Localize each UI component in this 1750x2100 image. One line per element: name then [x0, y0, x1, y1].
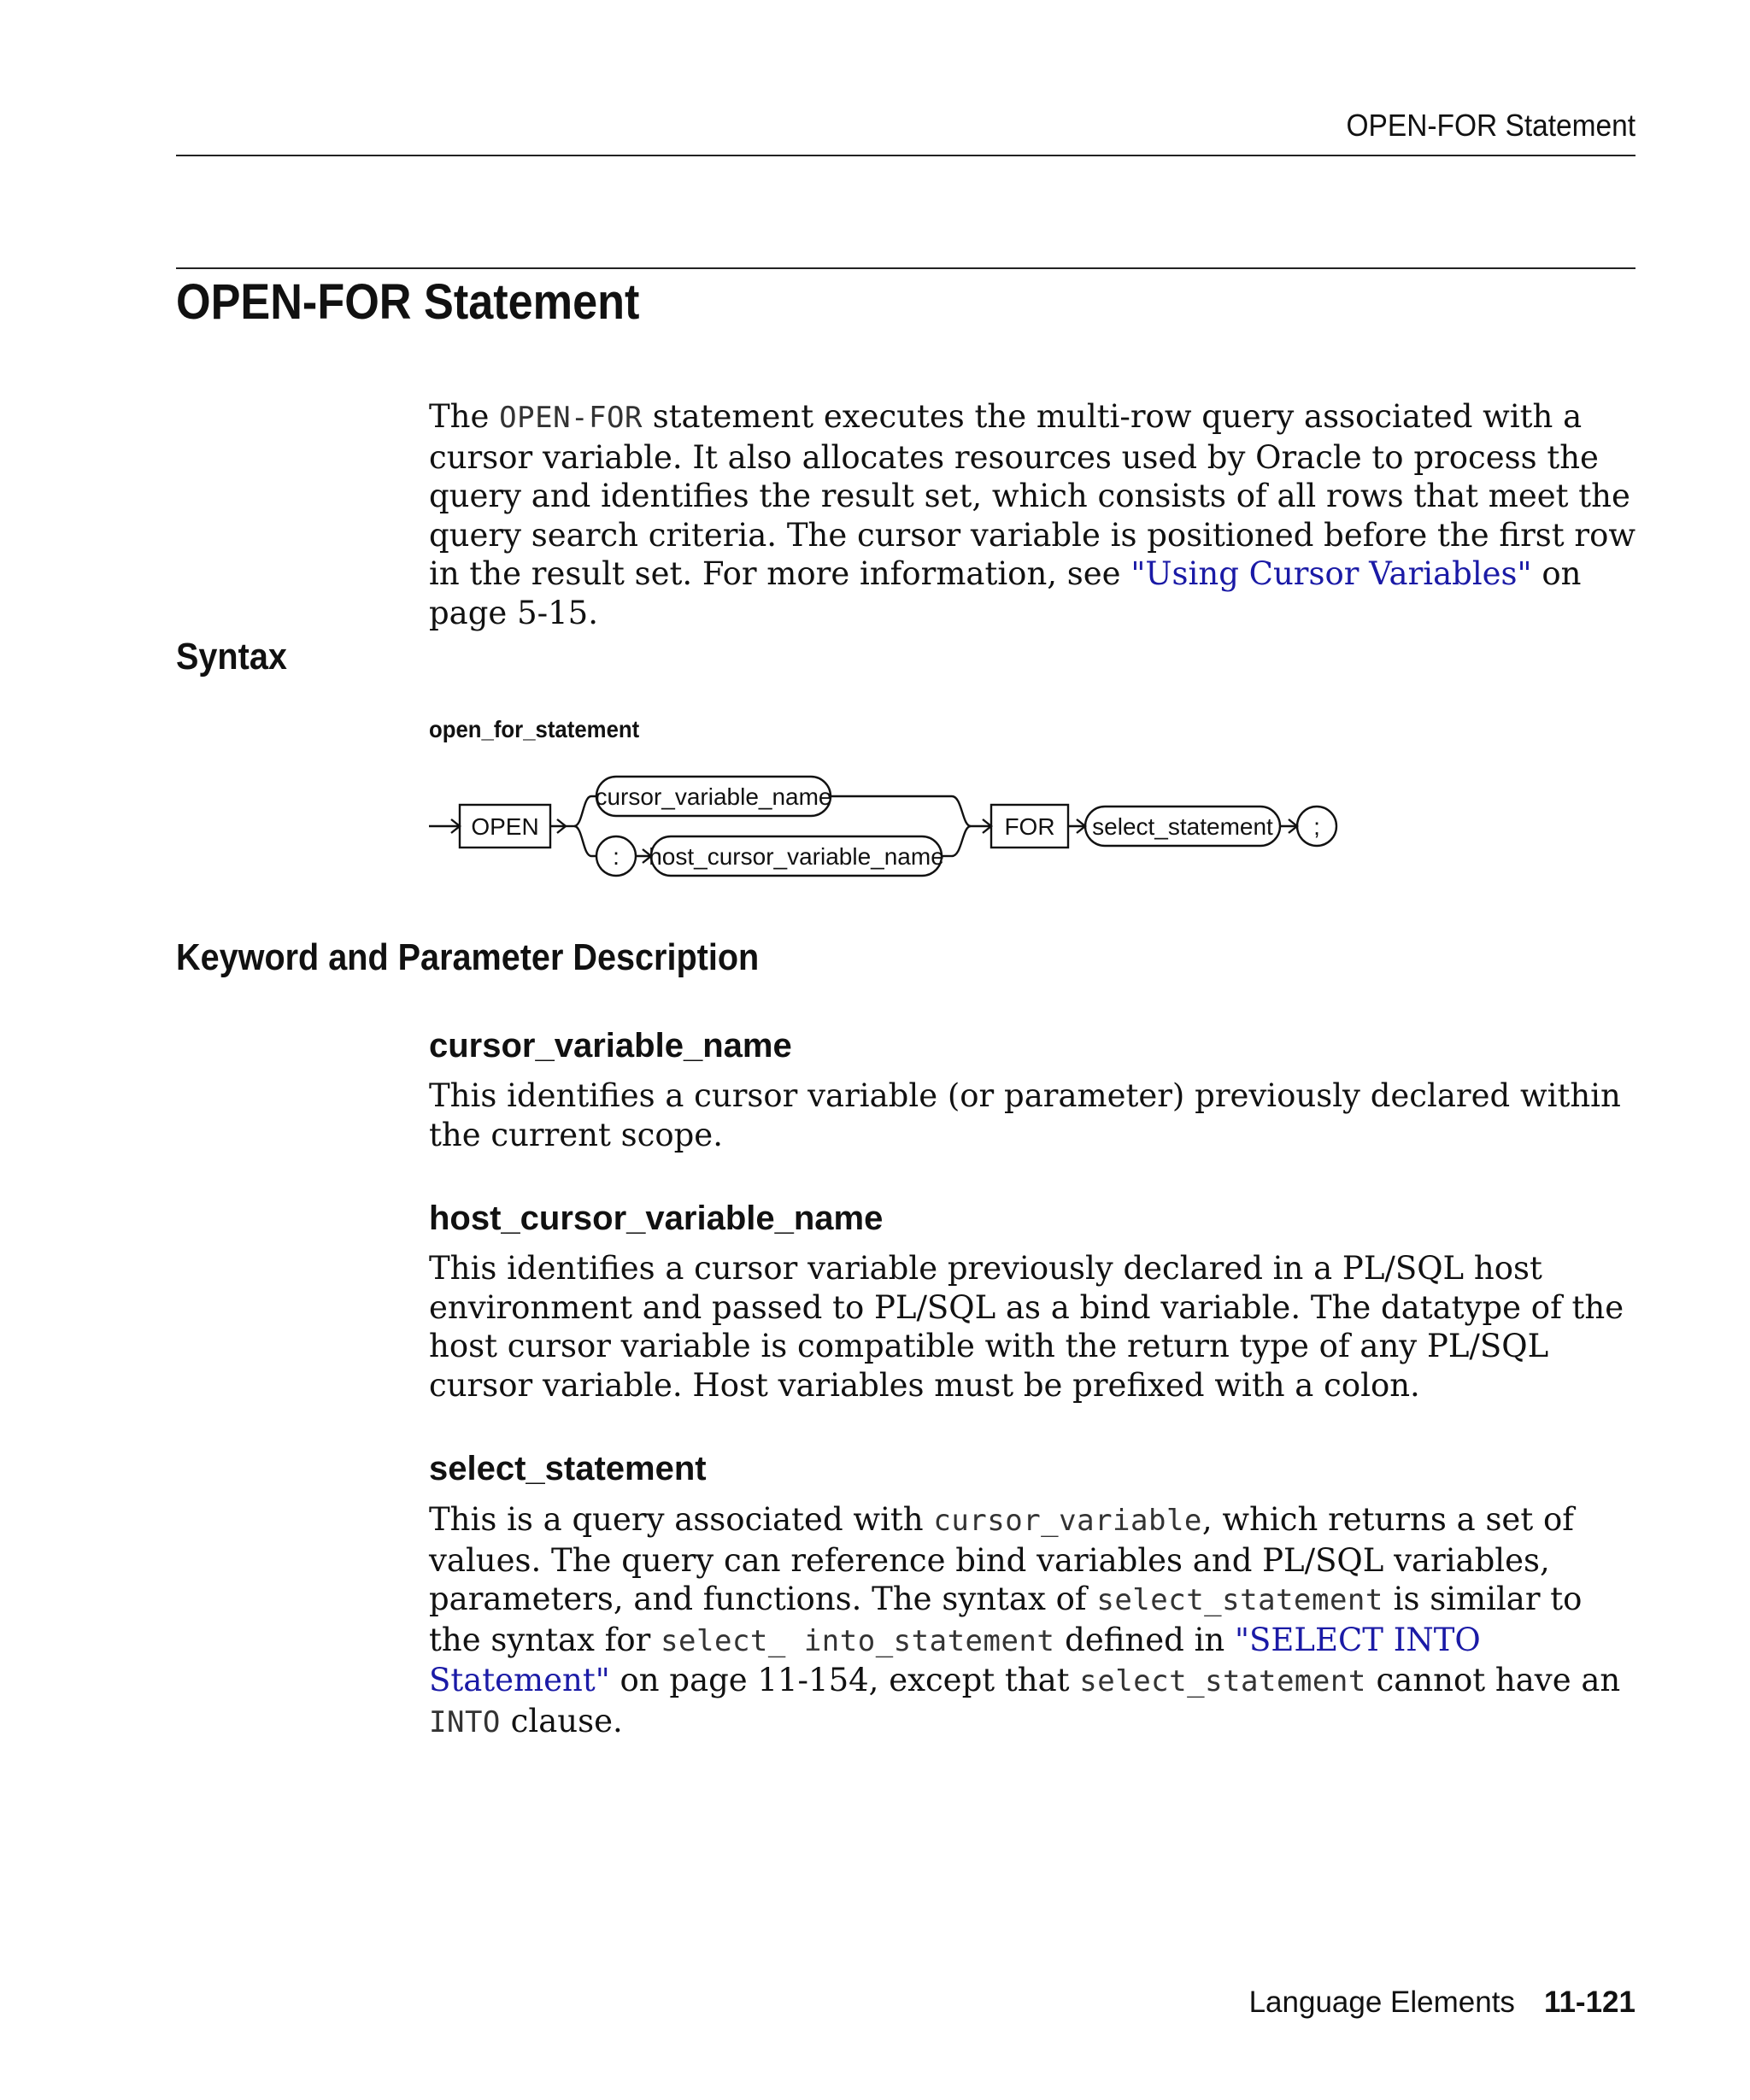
intro-text: The — [429, 398, 500, 435]
diagram-label: open_for_statement — [429, 716, 640, 742]
desc-text: This is a query associated with — [429, 1501, 934, 1538]
diagram-line — [952, 826, 971, 856]
footer-section: Language Elements — [1248, 1986, 1515, 2019]
keyword-description-heading: Keyword and Parameter Description — [176, 936, 760, 978]
desc-text: , which returns a set of values. The query can reference bind variables and PL/SQL variables, parameters, and functions. The syntax of — [429, 1501, 1574, 1617]
cursor-variable-name-desc — [429, 1076, 1642, 1154]
param-select-statement: select_statement — [429, 1450, 707, 1487]
running-header: OPEN-FOR Statement — [1346, 108, 1635, 143]
host-cursor-variable-name-desc — [429, 1249, 1642, 1405]
intro-text: on page 5-15. — [429, 555, 1582, 631]
diagram-line — [574, 826, 596, 856]
using-cursor-variables-link[interactable]: "Using Cursor Variables" — [1130, 555, 1532, 592]
for-keyword: FOR — [1004, 813, 1055, 840]
host-cursor-variable-name-text: This identifies a cursor variable previously declared in a PL/SQL host environment and passed to PL/SQL as a bind variable. The datatype of the host cursor variable is compatible with the return type of any PL/SQL cursor variable. Host variables must be prefixed with a colon. — [429, 1250, 1624, 1404]
page-footer — [1249, 1986, 1635, 2020]
intro-code-open-for: OPEN-FOR — [499, 401, 643, 435]
select-statement-desc — [429, 1500, 1642, 1742]
colon-node: : — [613, 843, 620, 870]
semicolon-node: ; — [1313, 813, 1320, 840]
header-rule — [176, 155, 1635, 156]
param-host-cursor-variable-name: host_cursor_variable_name — [429, 1200, 884, 1237]
host-cursor-variable-name-node: host_cursor_variable_name — [649, 843, 944, 870]
desc-text: clause. — [500, 1702, 623, 1739]
select-statement-node: select_statement — [1092, 813, 1273, 840]
page-number: 11-121 — [1543, 1986, 1635, 2019]
page-title: OPEN-FOR Statement — [176, 274, 640, 330]
desc-text: cannot have an — [1365, 1662, 1621, 1698]
code-select-statement: select_statement — [1079, 1664, 1366, 1698]
code-select-into-statement: select_ into_statement — [661, 1623, 1055, 1658]
desc-text: is similar to the syntax for — [429, 1581, 1583, 1658]
code-into: INTO — [429, 1704, 501, 1739]
cursor-variable-name-text: This identifies a cursor variable (or parameter) previously declared within the current scope. — [429, 1077, 1621, 1153]
code-cursor-variable: cursor_variable — [933, 1504, 1202, 1538]
open-keyword: OPEN — [471, 813, 539, 840]
diagram-line — [952, 796, 971, 826]
intro-paragraph — [429, 397, 1642, 632]
desc-text: on page 11-154, except that — [609, 1662, 1080, 1698]
desc-text: defined in — [1054, 1621, 1236, 1658]
select-into-statement-link[interactable]: "SELECT INTO Statement" — [429, 1621, 1481, 1698]
syntax-diagram — [419, 765, 1342, 893]
syntax-heading: Syntax — [176, 636, 287, 678]
code-select-statement: select_statement — [1096, 1583, 1383, 1617]
diagram-line — [574, 796, 596, 826]
cursor-variable-name-node: cursor_variable_name — [595, 783, 832, 810]
param-cursor-variable-name: cursor_variable_name — [429, 1027, 792, 1065]
title-rule — [176, 267, 1635, 269]
intro-text: statement executes the multi-row query associated with a cursor variable. It also allocates resources used by Oracle to process the query and identifies the result set, which consists of all rows that meet the query search criteria. The cursor variable is positioned before the first row in the result set. For more information, see — [429, 398, 1636, 592]
